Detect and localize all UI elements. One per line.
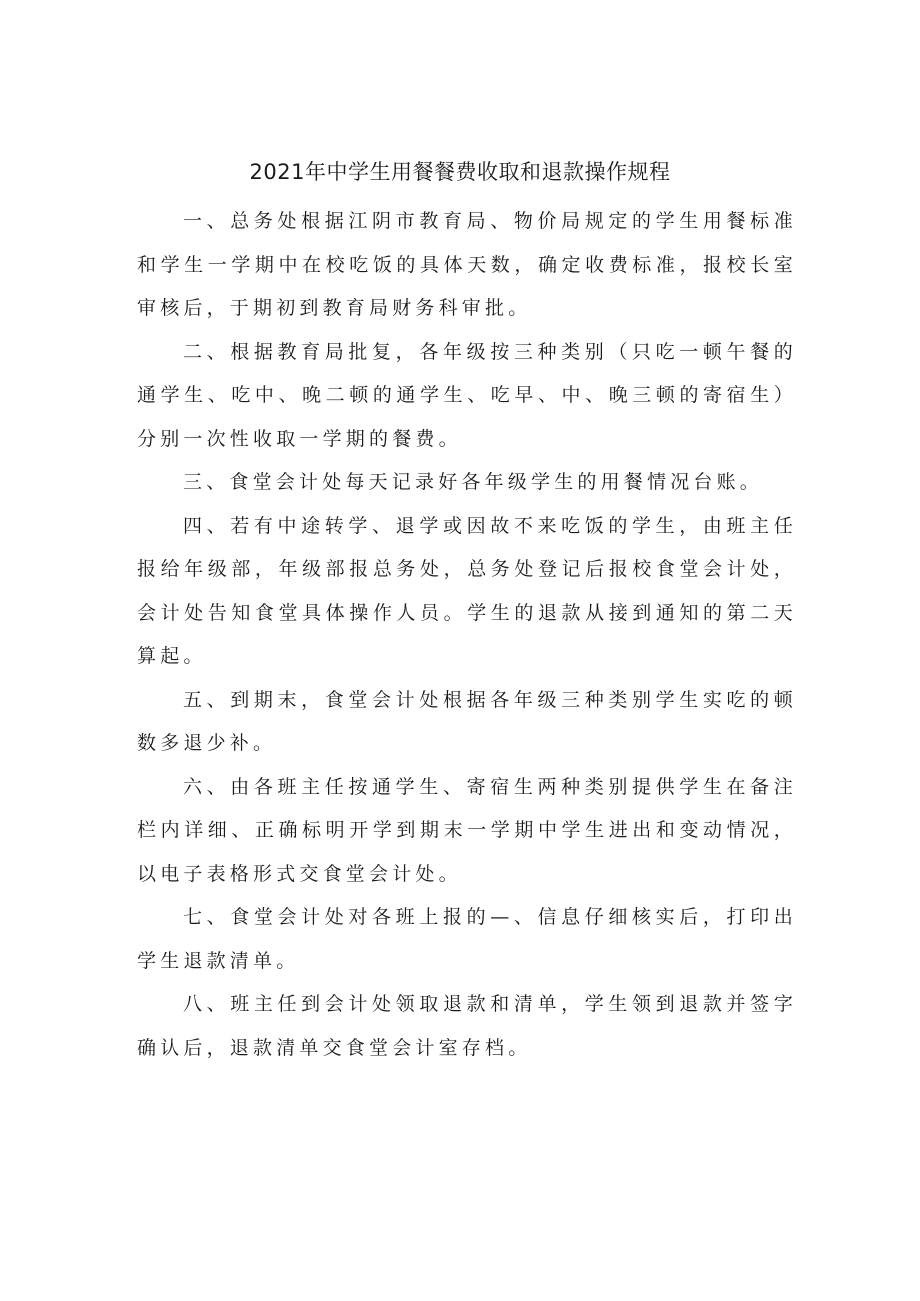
paragraph-7: 七、食堂会计处对各班上报的—、信息仔细核实后，打印出学生退款清单。 (137, 906, 797, 972)
paragraph-2: 二、根据教育局批复，各年级按三种类别（只吃一顿午餐的通学生、吃中、晚二顿的通学生、吃早、中、晚三顿的寄宿生）分别一次性收取一学期的餐费。 (137, 340, 797, 450)
paragraph-8: 八、班主任到会计处领取退款和清单，学生领到退款并签字确认后，退款清单交食堂会计室存档。 (137, 993, 797, 1059)
document-body (137, 200, 797, 1070)
paragraph-5: 五、到期末，食堂会计处根据各年级三种类别学生实吃的顿数多退少补。 (137, 688, 797, 754)
paragraph-4: 四、若有中途转学、退学或因故不来吃饭的学生，由班主任报给年级部，年级部报总务处，总务处登记后报校食堂会计处，会计处告知食堂具体操作人员。学生的退款从接到通知的第二天算起。 (137, 514, 797, 667)
paragraph-6: 六、由各班主任按通学生、寄宿生两种类别提供学生在备注栏内详细、正确标明开学到期末一学期中学生进出和变动情况，以电子表格形式交食堂会计处。 (137, 775, 797, 885)
document-title: 2021年中学生用餐餐费收取和退款操作规程 (249, 160, 671, 184)
paragraph-1: 一、总务处根据江阴市教育局、物价局规定的学生用餐标准和学生一学期中在校吃饭的具体天数，确定收费标准，报校长室审核后，于期初到教育局财务科审批。 (137, 210, 797, 319)
paragraph-3: 三、食堂会计处每天记录好各年级学生的用餐情况台账。 (183, 471, 764, 493)
